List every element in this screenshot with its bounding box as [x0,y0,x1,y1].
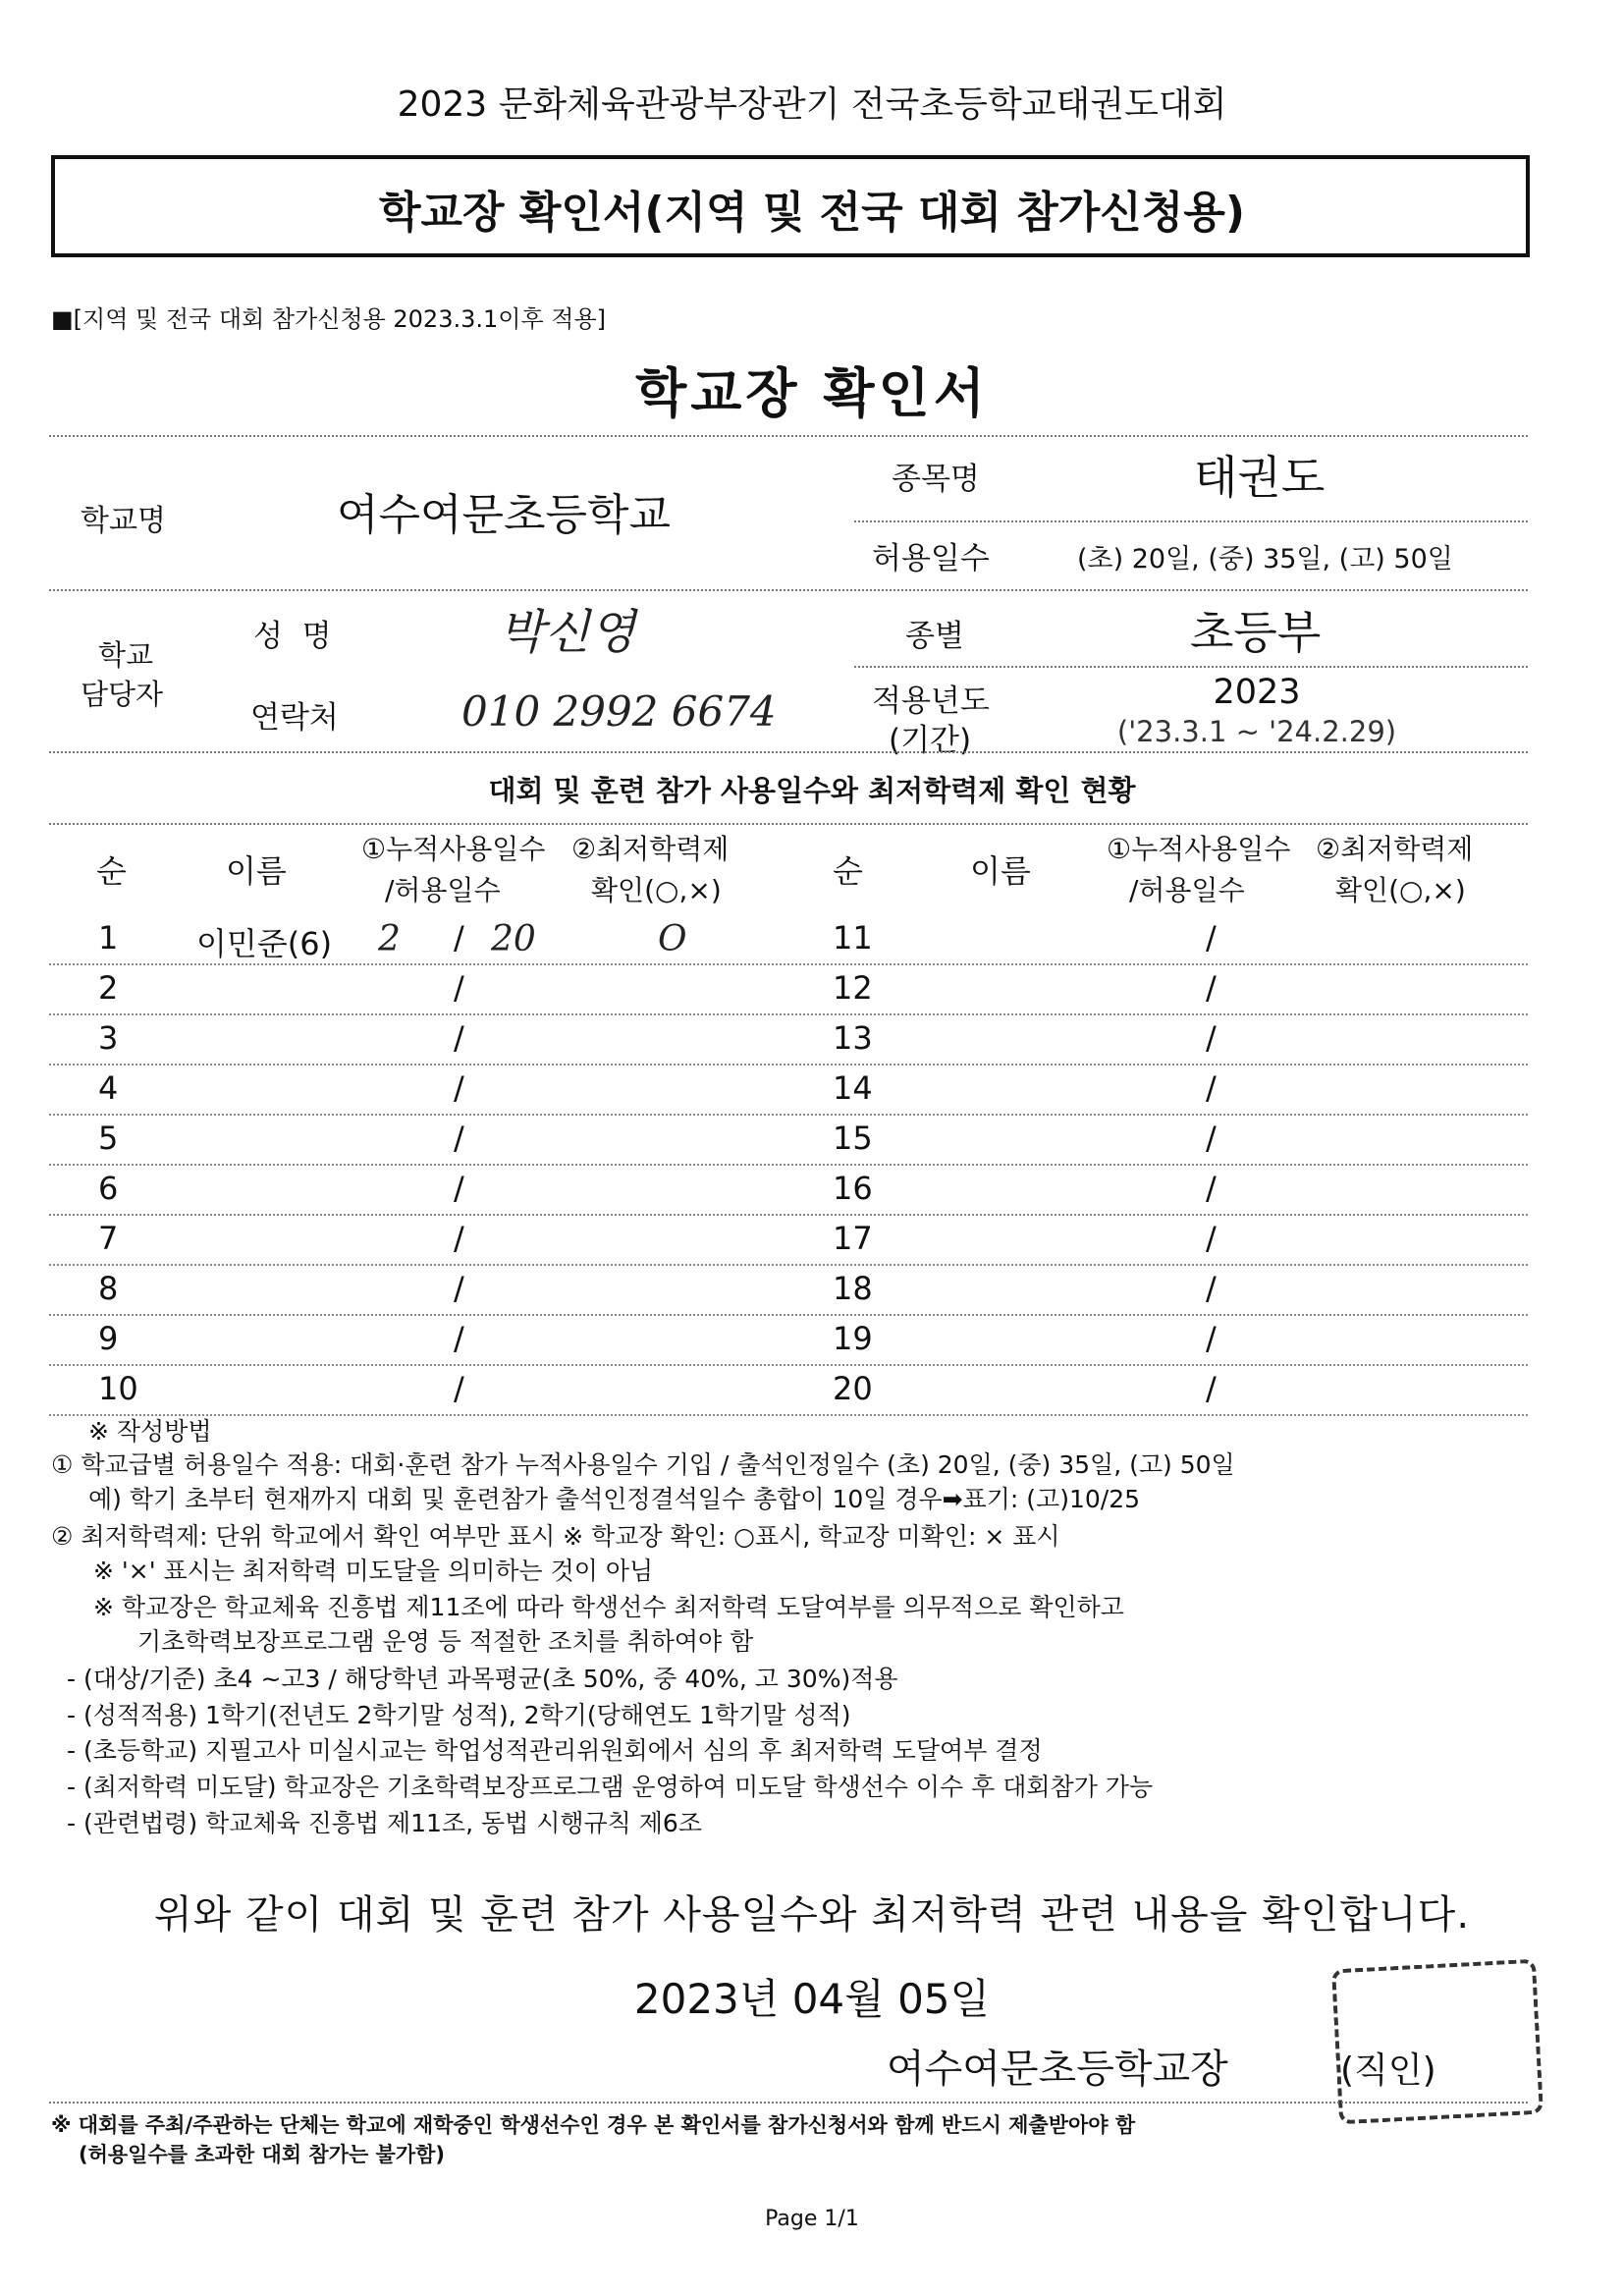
min-academic-check: O [658,919,687,959]
row-number: 5 [98,1120,119,1157]
instruction-line: - (최저학력 미도달) 학교장은 기초학력보장프로그램 운영하여 미도달 학생선수 이수 후 대회참가 가능 [67,1773,1154,1801]
days-separator: / [1206,1019,1217,1057]
row-number: 10 [98,1370,138,1407]
row-number: 15 [833,1120,873,1157]
allowed-days-label: 허용일수 [872,541,990,576]
days-separator: / [454,1220,464,1257]
year-label: 적용년도 [872,683,990,719]
days-separator: / [1206,1370,1217,1407]
used-days: 2 [378,919,401,959]
student-name: 이민준(6) [196,925,333,962]
row-number: 4 [98,1069,119,1107]
table-row [49,1164,1528,1216]
row-number: 19 [833,1320,873,1357]
instruction-line: - (관련법령) 학교체육 진흥법 제11조, 동법 시행규칙 제6조 [67,1809,702,1837]
divider [854,666,1528,668]
table-row [49,1314,1528,1366]
table-row [49,1364,1528,1416]
contact-label: 연락처 [250,700,339,736]
days-separator: / [1206,1170,1217,1207]
header-days: ①누적사용일수 [1107,833,1291,865]
instruction-line: - (성적적용) 1학기(전년도 2학기말 성적), 2학기(당해연도 1학기말 성적) [67,1701,851,1729]
days-separator: / [454,1019,464,1057]
row-number: 14 [833,1069,873,1107]
instruction-line: - (초등학교) 지필고사 미실시교는 학업성적관리위원회에서 심의 후 최저학력 도달여부 결정 [67,1736,1043,1765]
period-value: ('23.3.1 ~ '24.2.29) [1116,715,1397,748]
header-check: ②최저학력제 [1316,833,1474,865]
days-separator: / [1206,1120,1217,1157]
row-number: 16 [833,1170,873,1207]
row-number: 3 [98,1019,119,1057]
allowed-days-value: (초) 20일, (중) 35일, (고) 50일 [1077,544,1453,574]
row-number: 2 [98,969,119,1007]
manager-label: 학교 [98,638,154,672]
instruction-line: ※ 학교장은 학교체육 진흥법 제11조에 따라 학생선수 최저학력 도달여부를 의무적으로 확인하고 [93,1593,1124,1621]
row-number: 13 [833,1019,873,1057]
divider [49,589,1528,591]
days-separator: / [454,1270,464,1307]
row-number: 1 [98,919,119,957]
page-number: Page 1/1 [765,2207,859,2231]
divider [49,2102,1528,2104]
header-check: 확인(○,×) [591,874,722,906]
days-separator: / [1206,969,1217,1007]
header-no: 순 [96,852,127,890]
table-row [49,963,1528,1015]
row-number: 12 [833,969,873,1007]
table-row [49,1013,1528,1066]
days-separator: / [454,1320,464,1357]
days-separator: / [1206,1220,1217,1257]
row-number: 9 [98,1320,119,1357]
sport-label: 종목명 [892,462,980,497]
section-title: 대회 및 훈련 참가 사용일수와 최저학력제 확인 현황 [488,774,1136,807]
days-separator: / [1206,919,1217,957]
contact-value: 010 2992 6674 [461,687,777,736]
instruction-line: ② 최저학력제: 단위 학교에서 확인 여부만 표시 ※ 학교장 확인: ○표시, 학교장 미확인: × 표시 [51,1522,1060,1551]
days-separator: / [1206,1320,1217,1357]
table-row [49,1064,1528,1116]
header-days: /허용일수 [385,874,501,906]
row-number: 18 [833,1270,873,1307]
days-separator: / [454,1069,464,1107]
instructions-heading: ※ 작성방법 [88,1417,212,1446]
event-title: 2023 문화체육관광부장관기 전국초등학교태권도대회 [397,84,1227,125]
days-separator: / [454,1370,464,1407]
row-number: 20 [833,1370,873,1407]
confirmation-date: 2023년 04월 05일 [633,1975,991,2023]
days-separator: / [454,1120,464,1157]
divider [49,751,1528,753]
days-separator: / [1206,1270,1217,1307]
row-number: 11 [833,919,873,957]
header-check: ②최저학력제 [571,833,730,865]
seal-text: (직인) [1340,2050,1436,2091]
name-value: 박신영 [499,605,636,660]
row-number: 6 [98,1170,119,1207]
banner-title: 학교장 확인서(지역 및 전국 대회 참가신청용) [379,188,1245,238]
year-value: 2023 [1213,673,1301,712]
instruction-line: 기초학력보장프로그램 운영 등 적절한 조치를 취하여야 함 [137,1627,754,1656]
days-separator: / [454,919,464,957]
name-label: 성 명 [253,619,332,654]
header-name: 이름 [970,852,1031,890]
division-label: 종별 [905,619,964,654]
days-separator: / [1206,1069,1217,1107]
header-check: 확인(○,×) [1335,874,1466,906]
header-no: 순 [833,852,863,890]
table-row [49,1214,1528,1266]
table-row [49,913,1528,965]
divider [854,520,1528,522]
row-number: 7 [98,1220,119,1257]
row-number: 8 [98,1270,119,1307]
school-label: 학교명 [81,504,166,538]
sport-value: 태권도 [1194,451,1326,504]
manager-label: 담당자 [81,678,164,711]
period-label: (기간) [889,723,972,758]
form-title: 학교장 확인서 [635,362,989,424]
header-days: ①누적사용일수 [361,833,546,865]
table-row [49,1114,1528,1166]
row-number: 17 [833,1220,873,1257]
footer-note: (허용일수를 초과한 대회 참가는 불가함) [79,2143,446,2166]
header-days: /허용일수 [1129,874,1245,906]
division-value: 초등부 [1190,606,1322,659]
footer-note: ※ 대회를 주최/주관하는 단체는 학교에 재학중인 학생선수인 경우 본 확인서를 참가신청서와 함께 반드시 제출받아야 함 [51,2113,1136,2137]
allowed-days: 20 [491,919,536,959]
applicability-note: ■[지역 및 전국 대회 참가신청용 2023.3.1이후 적용] [51,305,606,333]
days-separator: / [454,969,464,1007]
days-separator: / [454,1170,464,1207]
instruction-line: ※ '×' 표시는 최저학력 미도달을 의미하는 것이 아님 [93,1557,654,1585]
confirmation-statement: 위와 같이 대회 및 훈련 참가 사용일수와 최저학력 관련 내용을 확인합니다. [153,1892,1471,1938]
header-name: 이름 [226,852,287,890]
signer: 여수여문초등학교장 [887,2047,1228,2092]
divider [49,823,1528,825]
school-name: 여수여문초등학교 [337,490,672,540]
seal-stamp [1331,1959,1543,2125]
instruction-line: ① 학교급별 허용일수 적용: 대회·훈련 참가 누적사용일수 기입 / 출석인정일수 (초) 20일, (중) 35일, (고) 50일 [51,1450,1235,1479]
table-row [49,1264,1528,1316]
instruction-line: - (대상/기준) 초4 ~고3 / 해당학년 과목평균(초 50%, 중 40%, 고 30%)적용 [67,1665,898,1693]
instruction-line: 예) 학기 초부터 현재까지 대회 및 훈련참가 출석인정결석일수 총합이 10일 경우➡표기: (고)10/25 [88,1485,1141,1513]
divider [49,435,1528,437]
